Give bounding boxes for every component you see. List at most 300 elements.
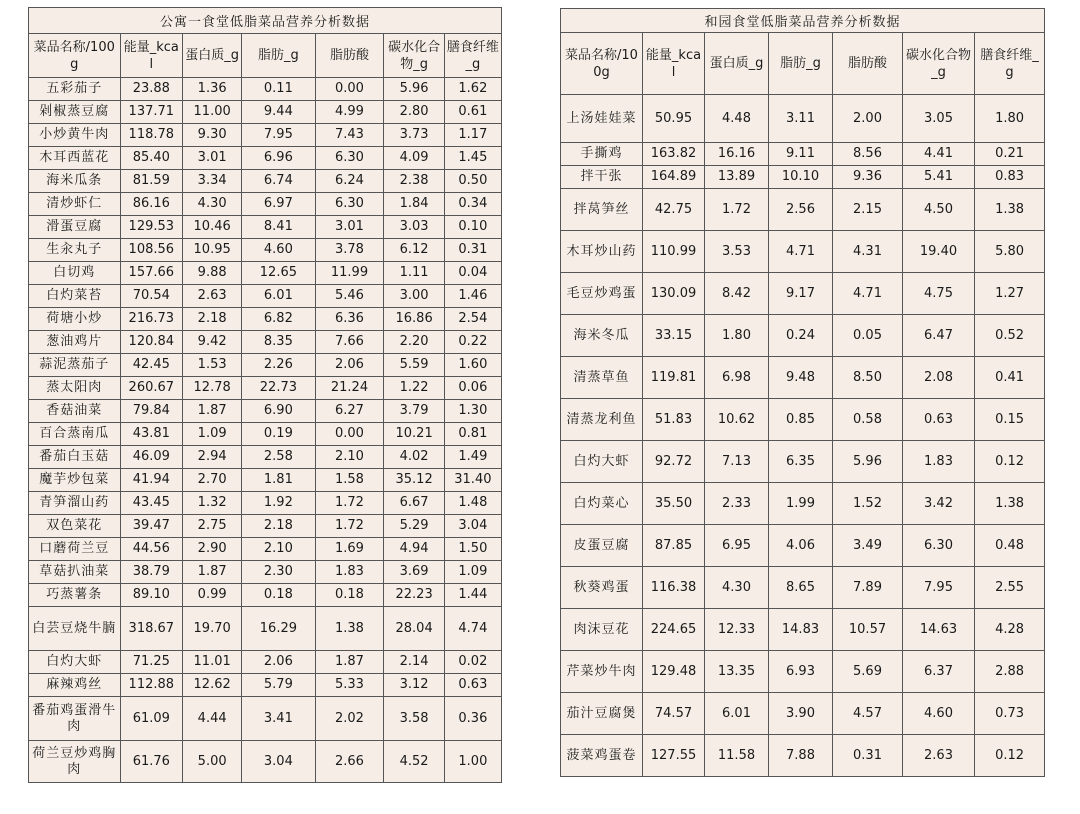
table-row <box>561 735 1045 777</box>
value-cell: 6.30 <box>315 193 384 216</box>
col-header: 碳水化合物_g <box>903 33 975 95</box>
value-cell: 2.14 <box>384 651 444 674</box>
value-cell: 14.83 <box>769 609 833 651</box>
table-row <box>29 469 502 492</box>
dish-name-cell: 毛豆炒鸡蛋 <box>561 273 643 315</box>
left-table-header-row <box>29 34 502 78</box>
right-table-header-row <box>561 33 1045 95</box>
dish-name-cell: 皮蛋豆腐 <box>561 525 643 567</box>
value-cell: 137.71 <box>120 101 182 124</box>
value-cell: 1.53 <box>183 354 242 377</box>
value-cell: 1.80 <box>705 315 769 357</box>
dish-name-cell: 拌干张 <box>561 166 643 189</box>
value-cell: 1.45 <box>444 147 501 170</box>
value-cell: 92.72 <box>643 441 705 483</box>
value-cell: 7.95 <box>903 567 975 609</box>
value-cell: 5.80 <box>975 231 1045 273</box>
value-cell: 0.50 <box>444 170 501 193</box>
dish-name-cell: 百合蒸南瓜 <box>29 423 121 446</box>
value-cell: 0.41 <box>975 357 1045 399</box>
value-cell: 0.12 <box>975 735 1045 777</box>
table-row <box>29 446 502 469</box>
table-row <box>29 124 502 147</box>
col-header: 能量_kcal <box>120 34 182 78</box>
value-cell: 0.31 <box>833 735 903 777</box>
table-row <box>29 377 502 400</box>
table-row <box>29 561 502 584</box>
value-cell: 6.98 <box>705 357 769 399</box>
value-cell: 7.43 <box>315 124 384 147</box>
dish-name-cell: 清蒸草鱼 <box>561 357 643 399</box>
dish-name-cell: 荷塘小炒 <box>29 308 121 331</box>
value-cell: 1.72 <box>315 492 384 515</box>
table-row <box>561 143 1045 166</box>
value-cell: 6.97 <box>242 193 315 216</box>
dish-name-cell: 上汤娃娃菜 <box>561 95 643 143</box>
left-table-body <box>29 78 502 783</box>
table-row <box>29 584 502 607</box>
value-cell: 130.09 <box>643 273 705 315</box>
right-nutrition-table <box>560 8 1045 777</box>
col-header: 脂肪酸 <box>833 33 903 95</box>
value-cell: 51.83 <box>643 399 705 441</box>
value-cell: 127.55 <box>643 735 705 777</box>
value-cell: 1.87 <box>183 561 242 584</box>
value-cell: 4.99 <box>315 101 384 124</box>
value-cell: 4.30 <box>183 193 242 216</box>
table-row <box>29 674 502 697</box>
table-row <box>29 216 502 239</box>
table-row <box>561 95 1045 143</box>
dish-name-cell: 口蘑荷兰豆 <box>29 538 121 561</box>
value-cell: 0.24 <box>769 315 833 357</box>
value-cell: 120.84 <box>120 331 182 354</box>
value-cell: 0.19 <box>242 423 315 446</box>
value-cell: 74.57 <box>643 693 705 735</box>
value-cell: 5.59 <box>384 354 444 377</box>
value-cell: 43.45 <box>120 492 182 515</box>
dish-name-cell: 蒸太阳肉 <box>29 377 121 400</box>
value-cell: 1.38 <box>975 189 1045 231</box>
value-cell: 2.18 <box>242 515 315 538</box>
col-header: 能量_kcal <box>643 33 705 95</box>
value-cell: 1.72 <box>705 189 769 231</box>
value-cell: 1.84 <box>384 193 444 216</box>
value-cell: 1.27 <box>975 273 1045 315</box>
table-row <box>29 285 502 308</box>
value-cell: 1.62 <box>444 78 501 101</box>
value-cell: 50.95 <box>643 95 705 143</box>
value-cell: 8.65 <box>769 567 833 609</box>
value-cell: 5.96 <box>384 78 444 101</box>
value-cell: 2.90 <box>183 538 242 561</box>
value-cell: 10.95 <box>183 239 242 262</box>
value-cell: 9.48 <box>769 357 833 399</box>
dish-name-cell: 白切鸡 <box>29 262 121 285</box>
value-cell: 2.58 <box>242 446 315 469</box>
dish-name-cell: 滑蛋豆腐 <box>29 216 121 239</box>
value-cell: 6.01 <box>242 285 315 308</box>
value-cell: 1.83 <box>315 561 384 584</box>
value-cell: 3.90 <box>769 693 833 735</box>
value-cell: 0.61 <box>444 101 501 124</box>
value-cell: 0.73 <box>975 693 1045 735</box>
value-cell: 7.13 <box>705 441 769 483</box>
value-cell: 0.12 <box>975 441 1045 483</box>
value-cell: 19.70 <box>183 607 242 651</box>
dish-name-cell: 芹菜炒牛肉 <box>561 651 643 693</box>
value-cell: 0.81 <box>444 423 501 446</box>
value-cell: 3.11 <box>769 95 833 143</box>
dish-name-cell: 清炒虾仁 <box>29 193 121 216</box>
value-cell: 22.23 <box>384 584 444 607</box>
table-row <box>29 697 502 741</box>
value-cell: 0.02 <box>444 651 501 674</box>
value-cell: 28.04 <box>384 607 444 651</box>
value-cell: 7.66 <box>315 331 384 354</box>
value-cell: 4.94 <box>384 538 444 561</box>
value-cell: 4.41 <box>903 143 975 166</box>
value-cell: 163.82 <box>643 143 705 166</box>
value-cell: 3.05 <box>903 95 975 143</box>
value-cell: 16.16 <box>705 143 769 166</box>
value-cell: 38.79 <box>120 561 182 584</box>
value-cell: 3.03 <box>384 216 444 239</box>
value-cell: 7.89 <box>833 567 903 609</box>
value-cell: 0.48 <box>975 525 1045 567</box>
value-cell: 8.41 <box>242 216 315 239</box>
dish-name-cell: 小炒黄牛肉 <box>29 124 121 147</box>
value-cell: 0.58 <box>833 399 903 441</box>
dish-name-cell: 菠菜鸡蛋卷 <box>561 735 643 777</box>
table-row <box>561 315 1045 357</box>
value-cell: 1.09 <box>183 423 242 446</box>
value-cell: 0.85 <box>769 399 833 441</box>
value-cell: 0.22 <box>444 331 501 354</box>
value-cell: 2.15 <box>833 189 903 231</box>
value-cell: 9.17 <box>769 273 833 315</box>
value-cell: 46.09 <box>120 446 182 469</box>
value-cell: 6.27 <box>315 400 384 423</box>
value-cell: 19.40 <box>903 231 975 273</box>
value-cell: 10.10 <box>769 166 833 189</box>
value-cell: 89.10 <box>120 584 182 607</box>
value-cell: 11.00 <box>183 101 242 124</box>
value-cell: 13.35 <box>705 651 769 693</box>
dish-name-cell: 香菇油菜 <box>29 400 121 423</box>
table-row <box>29 354 502 377</box>
value-cell: 260.67 <box>120 377 182 400</box>
value-cell: 2.66 <box>315 741 384 783</box>
value-cell: 1.80 <box>975 95 1045 143</box>
value-cell: 9.42 <box>183 331 242 354</box>
table-row <box>29 607 502 651</box>
value-cell: 1.58 <box>315 469 384 492</box>
value-cell: 129.53 <box>120 216 182 239</box>
col-header: 菜品名称/100g <box>561 33 643 95</box>
value-cell: 3.73 <box>384 124 444 147</box>
value-cell: 5.96 <box>833 441 903 483</box>
value-cell: 1.69 <box>315 538 384 561</box>
dish-name-cell: 五彩茄子 <box>29 78 121 101</box>
value-cell: 108.56 <box>120 239 182 262</box>
dish-name-cell: 番茄鸡蛋滑牛肉 <box>29 697 121 741</box>
value-cell: 4.28 <box>975 609 1045 651</box>
value-cell: 8.42 <box>705 273 769 315</box>
value-cell: 2.75 <box>183 515 242 538</box>
value-cell: 0.00 <box>315 423 384 446</box>
table-row <box>561 189 1045 231</box>
value-cell: 4.09 <box>384 147 444 170</box>
value-cell: 11.58 <box>705 735 769 777</box>
dish-name-cell: 双色菜花 <box>29 515 121 538</box>
col-header: 膳食纤维_g <box>444 34 501 78</box>
value-cell: 3.01 <box>315 216 384 239</box>
table-row <box>29 741 502 783</box>
value-cell: 81.59 <box>120 170 182 193</box>
value-cell: 4.02 <box>384 446 444 469</box>
table-row <box>561 441 1045 483</box>
value-cell: 0.11 <box>242 78 315 101</box>
value-cell: 2.70 <box>183 469 242 492</box>
value-cell: 6.82 <box>242 308 315 331</box>
value-cell: 10.57 <box>833 609 903 651</box>
value-cell: 61.76 <box>120 741 182 783</box>
value-cell: 0.18 <box>315 584 384 607</box>
table-row <box>29 331 502 354</box>
value-cell: 33.15 <box>643 315 705 357</box>
col-header: 膳食纤维_g <box>975 33 1045 95</box>
value-cell: 0.21 <box>975 143 1045 166</box>
value-cell: 6.74 <box>242 170 315 193</box>
value-cell: 43.81 <box>120 423 182 446</box>
value-cell: 0.63 <box>903 399 975 441</box>
value-cell: 9.11 <box>769 143 833 166</box>
value-cell: 4.75 <box>903 273 975 315</box>
value-cell: 6.36 <box>315 308 384 331</box>
value-cell: 3.00 <box>384 285 444 308</box>
value-cell: 2.26 <box>242 354 315 377</box>
value-cell: 86.16 <box>120 193 182 216</box>
value-cell: 10.46 <box>183 216 242 239</box>
value-cell: 3.42 <box>903 483 975 525</box>
dish-name-cell: 手撕鸡 <box>561 143 643 166</box>
value-cell: 3.04 <box>444 515 501 538</box>
col-header: 蛋白质_g <box>705 33 769 95</box>
value-cell: 1.36 <box>183 78 242 101</box>
dish-name-cell: 白芸豆烧牛腩 <box>29 607 121 651</box>
value-cell: 8.50 <box>833 357 903 399</box>
dish-name-cell: 番茄白玉菇 <box>29 446 121 469</box>
value-cell: 22.73 <box>242 377 315 400</box>
value-cell: 1.87 <box>183 400 242 423</box>
value-cell: 79.84 <box>120 400 182 423</box>
value-cell: 0.18 <box>242 584 315 607</box>
table-row <box>561 693 1045 735</box>
value-cell: 0.52 <box>975 315 1045 357</box>
value-cell: 16.86 <box>384 308 444 331</box>
table-row <box>29 515 502 538</box>
value-cell: 2.55 <box>975 567 1045 609</box>
value-cell: 1.99 <box>769 483 833 525</box>
table-row <box>29 423 502 446</box>
value-cell: 1.44 <box>444 584 501 607</box>
value-cell: 1.52 <box>833 483 903 525</box>
col-header: 脂肪_g <box>242 34 315 78</box>
table-row <box>561 483 1045 525</box>
value-cell: 0.00 <box>315 78 384 101</box>
value-cell: 14.63 <box>903 609 975 651</box>
table-row <box>29 651 502 674</box>
value-cell: 35.50 <box>643 483 705 525</box>
value-cell: 39.47 <box>120 515 182 538</box>
table-row <box>561 357 1045 399</box>
value-cell: 7.88 <box>769 735 833 777</box>
value-cell: 0.05 <box>833 315 903 357</box>
value-cell: 164.89 <box>643 166 705 189</box>
value-cell: 4.31 <box>833 231 903 273</box>
value-cell: 41.94 <box>120 469 182 492</box>
value-cell: 224.65 <box>643 609 705 651</box>
value-cell: 4.44 <box>183 697 242 741</box>
table-row <box>29 538 502 561</box>
table-row <box>29 78 502 101</box>
value-cell: 70.54 <box>120 285 182 308</box>
value-cell: 0.36 <box>444 697 501 741</box>
value-cell: 6.96 <box>242 147 315 170</box>
value-cell: 12.65 <box>242 262 315 285</box>
dish-name-cell: 草菇扒油菜 <box>29 561 121 584</box>
dish-name-cell: 海米冬瓜 <box>561 315 643 357</box>
value-cell: 7.95 <box>242 124 315 147</box>
value-cell: 119.81 <box>643 357 705 399</box>
value-cell: 3.34 <box>183 170 242 193</box>
value-cell: 1.11 <box>384 262 444 285</box>
value-cell: 1.17 <box>444 124 501 147</box>
table-row <box>29 147 502 170</box>
value-cell: 31.40 <box>444 469 501 492</box>
value-cell: 1.32 <box>183 492 242 515</box>
value-cell: 2.63 <box>903 735 975 777</box>
left-nutrition-table <box>28 7 502 783</box>
value-cell: 2.63 <box>183 285 242 308</box>
value-cell: 2.10 <box>242 538 315 561</box>
value-cell: 6.35 <box>769 441 833 483</box>
value-cell: 216.73 <box>120 308 182 331</box>
value-cell: 71.25 <box>120 651 182 674</box>
value-cell: 3.69 <box>384 561 444 584</box>
value-cell: 2.38 <box>384 170 444 193</box>
table-row <box>561 399 1045 441</box>
value-cell: 1.38 <box>975 483 1045 525</box>
value-cell: 4.74 <box>444 607 501 651</box>
value-cell: 1.50 <box>444 538 501 561</box>
value-cell: 6.95 <box>705 525 769 567</box>
value-cell: 3.79 <box>384 400 444 423</box>
value-cell: 6.47 <box>903 315 975 357</box>
value-cell: 5.41 <box>903 166 975 189</box>
value-cell: 318.67 <box>120 607 182 651</box>
value-cell: 6.67 <box>384 492 444 515</box>
value-cell: 3.53 <box>705 231 769 273</box>
value-cell: 0.63 <box>444 674 501 697</box>
value-cell: 118.78 <box>120 124 182 147</box>
value-cell: 6.01 <box>705 693 769 735</box>
value-cell: 3.41 <box>242 697 315 741</box>
value-cell: 12.78 <box>183 377 242 400</box>
value-cell: 35.12 <box>384 469 444 492</box>
value-cell: 1.72 <box>315 515 384 538</box>
value-cell: 44.56 <box>120 538 182 561</box>
dish-name-cell: 魔芋炒包菜 <box>29 469 121 492</box>
value-cell: 11.99 <box>315 262 384 285</box>
value-cell: 6.93 <box>769 651 833 693</box>
value-cell: 5.69 <box>833 651 903 693</box>
dish-name-cell: 白灼菜苔 <box>29 285 121 308</box>
dish-name-cell: 生汆丸子 <box>29 239 121 262</box>
dish-name-cell: 葱油鸡片 <box>29 331 121 354</box>
dish-name-cell: 巧蒸薯条 <box>29 584 121 607</box>
value-cell: 9.44 <box>242 101 315 124</box>
value-cell: 6.30 <box>903 525 975 567</box>
value-cell: 4.71 <box>769 231 833 273</box>
value-cell: 1.83 <box>903 441 975 483</box>
table-row <box>561 567 1045 609</box>
value-cell: 9.88 <box>183 262 242 285</box>
col-header: 脂肪酸 <box>315 34 384 78</box>
value-cell: 2.54 <box>444 308 501 331</box>
value-cell: 13.89 <box>705 166 769 189</box>
value-cell: 0.34 <box>444 193 501 216</box>
table-row <box>29 262 502 285</box>
value-cell: 4.60 <box>903 693 975 735</box>
value-cell: 1.46 <box>444 285 501 308</box>
right-table-body <box>561 95 1045 777</box>
value-cell: 1.38 <box>315 607 384 651</box>
value-cell: 0.31 <box>444 239 501 262</box>
value-cell: 3.58 <box>384 697 444 741</box>
table-row <box>561 166 1045 189</box>
dish-name-cell: 蒜泥蒸茄子 <box>29 354 121 377</box>
value-cell: 1.48 <box>444 492 501 515</box>
value-cell: 8.56 <box>833 143 903 166</box>
value-cell: 6.37 <box>903 651 975 693</box>
col-header: 菜品名称/100g <box>29 34 121 78</box>
value-cell: 4.48 <box>705 95 769 143</box>
value-cell: 3.12 <box>384 674 444 697</box>
value-cell: 10.21 <box>384 423 444 446</box>
value-cell: 3.78 <box>315 239 384 262</box>
table-row <box>29 239 502 262</box>
value-cell: 0.06 <box>444 377 501 400</box>
value-cell: 9.36 <box>833 166 903 189</box>
value-cell: 2.00 <box>833 95 903 143</box>
value-cell: 129.48 <box>643 651 705 693</box>
value-cell: 2.20 <box>384 331 444 354</box>
table-row <box>561 651 1045 693</box>
value-cell: 2.94 <box>183 446 242 469</box>
value-cell: 1.92 <box>242 492 315 515</box>
value-cell: 11.01 <box>183 651 242 674</box>
value-cell: 87.85 <box>643 525 705 567</box>
table-row <box>561 273 1045 315</box>
dish-name-cell: 白灼大虾 <box>561 441 643 483</box>
table-row <box>29 308 502 331</box>
value-cell: 2.33 <box>705 483 769 525</box>
value-cell: 42.75 <box>643 189 705 231</box>
dish-name-cell: 海米瓜条 <box>29 170 121 193</box>
col-header: 脂肪_g <box>769 33 833 95</box>
